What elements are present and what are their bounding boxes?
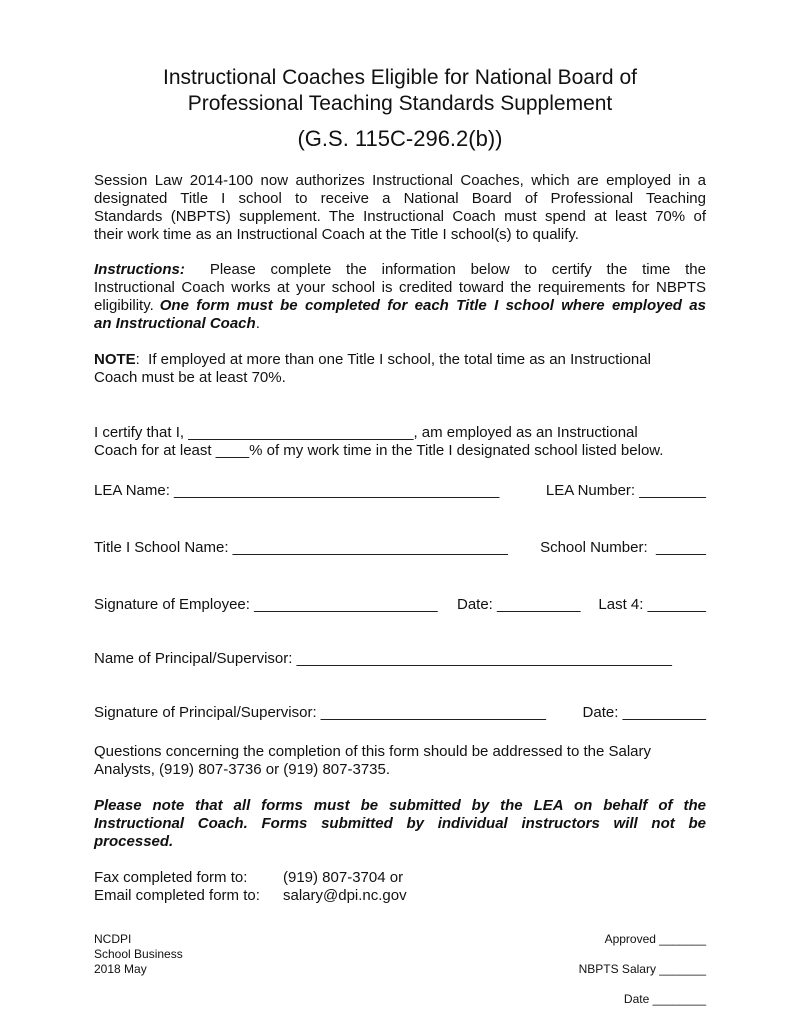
note-line [94,351,706,369]
lea-number-field[interactable]: LEA Number: ________ [545,482,706,499]
last4-field[interactable]: Last 4: _______ [598,596,706,613]
footer-org: NCDPI [94,932,132,946]
certify-line: Coach for at least ____% of my work time in the Title I designated school listed below. [94,442,664,459]
questions-line: Questions concerning the completion of this form should be addressed to the Salary [94,743,651,760]
submission-note: Please note that all forms must be submitted by the LEA on behalf of the [94,797,706,814]
fax-number: (919) 807-3704 or [283,869,404,886]
instructions-text: Please complete the information below to certify the time the [209,261,706,278]
email-label: Email completed form to: [94,887,260,904]
instructions-line: Instructional Coach works at your school is credited toward the requirements for NBPTS [94,279,706,296]
intro-line: Session Law 2014-100 now authorizes Instructional Coaches, which are employed in a [94,172,706,189]
instructions-emphasis: an Instructional Coach [94,315,256,332]
instructions-emphasis: One form must be completed for each Title I school where employed as [159,297,706,314]
nbpts-salary-field[interactable]: NBPTS Salary _______ [578,962,706,976]
school-number-field[interactable]: School Number: ______ [540,539,706,556]
submission-note: processed. [94,833,174,850]
principal-date-field[interactable]: Date: __________ [582,704,706,721]
title-line-2: Professional Teaching Standards Supplement [187,92,613,115]
note-line: Coach must be at least 70%. [94,369,286,386]
footer-date: 2018 May [94,962,147,976]
note-label: NOTE [94,351,136,368]
period: . [255,315,260,332]
intro-line: their work time as an Instructional Coach at the Title I school(s) to qualify. [94,226,579,243]
principal-signature-field[interactable]: Signature of Principal/Supervisor: ___________________________ [94,704,547,721]
fax-label: Fax completed form to: [94,869,248,886]
certify-line: I certify that I, ___________________________, am employed as an Instructional [94,424,638,441]
instructions-text: eligibility. [94,297,154,314]
principal-name-field[interactable]: Name of Principal/Supervisor: _____________________________________________ [94,650,672,667]
intro-line: Standards (NBPTS) supplement. The Instructional Coach must spend at least 70% of [94,208,706,225]
employee-date-field[interactable]: Date: __________ [457,596,581,613]
office-date-field[interactable]: Date ________ [623,992,706,1006]
note-text: : If employed at more than one Title I school, the total time as an Instructional [135,351,651,368]
email-address[interactable]: salary@dpi.nc.gov [283,887,407,904]
approved-field[interactable]: Approved _______ [604,932,706,946]
instructions-label: Instructions: [94,261,185,278]
title-line-1: Instructional Coaches Eligible for National Board of [163,66,637,89]
statute-reference: (G.S. 115C-296.2(b)) [297,126,503,151]
instructions-line [94,315,706,333]
instructions-line [94,261,706,279]
submission-note: Instructional Coach. Forms submitted by individual instructors will not be [94,815,706,832]
instructions-line [94,297,706,315]
lea-name-field[interactable]: LEA Name: _______________________________________ [94,482,500,499]
footer-dept: School Business [94,947,183,961]
employee-signature-field[interactable]: Signature of Employee: ______________________ [94,596,438,613]
school-name-field[interactable]: Title I School Name: _________________________________ [94,539,508,556]
intro-line: designated Title I school to receive a National Board of Professional Teaching [94,190,706,207]
questions-line: Analysts, (919) 807-3736 or (919) 807-3735. [94,761,391,778]
